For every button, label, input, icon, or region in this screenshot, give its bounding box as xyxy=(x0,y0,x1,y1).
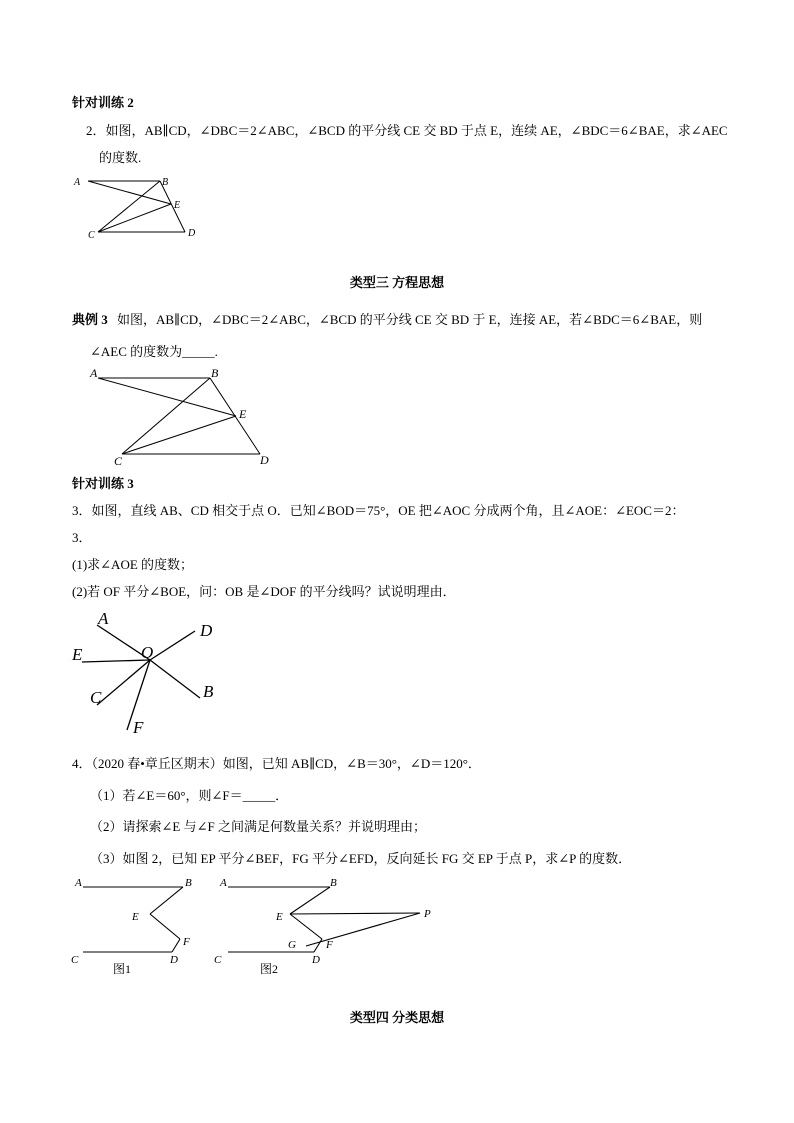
problem-4-figure-1 xyxy=(65,870,205,980)
example-3-figure xyxy=(82,366,282,470)
point-b-label: B xyxy=(203,682,214,701)
point-g-label: G xyxy=(288,939,296,951)
segment-be xyxy=(290,887,330,914)
figure-2-caption: 图2 xyxy=(260,962,279,976)
point-b-label: B xyxy=(162,177,169,188)
point-p-label: P xyxy=(424,908,431,920)
point-f-label: F xyxy=(326,939,333,951)
ray-ep xyxy=(290,913,420,914)
point-e-label: E xyxy=(276,911,283,923)
problem-3-question-1: (1)求∠AOE 的度数； xyxy=(72,557,194,572)
segment-bc xyxy=(122,378,210,454)
segment-ef xyxy=(290,914,322,939)
problem-4-question-1: （1）若∠E＝60°，则∠F＝_____． xyxy=(90,788,289,803)
point-a-label: A xyxy=(220,877,227,889)
problem-3-line-2: 3． xyxy=(72,530,92,545)
point-e-label: E xyxy=(239,407,247,421)
point-b-label: B xyxy=(185,877,192,889)
segment-fd xyxy=(172,939,180,952)
point-e-label: E xyxy=(72,645,83,664)
problem-4-question-3: （3）如图 2，已知 EP 平分∠BEF，FG 平分∠EFD，反向延长 FG 交 EP 于点 P，求∠P 的度数． xyxy=(90,851,632,866)
segment-pg xyxy=(306,913,420,946)
point-e-label: E xyxy=(174,200,181,211)
ray-od xyxy=(150,631,195,660)
segment-ce xyxy=(122,416,236,454)
point-c-label: C xyxy=(90,688,102,707)
example-3-line-2: ∠AEC 的度数为_____. xyxy=(90,344,218,359)
point-c-label: C xyxy=(214,954,222,966)
point-d-label: D xyxy=(312,954,320,966)
segment-ae xyxy=(98,378,236,416)
problem-4-figure-2 xyxy=(210,870,440,980)
practice-3-heading: 针对训练 3 xyxy=(72,476,134,491)
segment-be xyxy=(150,887,183,914)
figure-1-caption: 图1 xyxy=(113,962,132,976)
segment-fd xyxy=(314,939,322,952)
point-a-label: A xyxy=(74,177,81,188)
section-3-title: 类型三 方程思想 xyxy=(349,275,445,290)
ray-oe xyxy=(82,660,150,662)
example-3-line-1: 如图，AB∥CD，∠DBC＝2∠ABC，∠BCD 的平分线 CE 交 BD 于 E，连接 AE，若∠BDC＝6∠BAE，则 xyxy=(117,312,703,327)
point-a-label: A xyxy=(90,366,98,380)
problem-2-line-1: 2．如图，AB∥CD，∠DBC＝2∠ABC，∠BCD 的平分线 CE 交 BD 于点 E，连续 AE，∠BDC＝6∠BAE，求∠AEC xyxy=(86,123,728,138)
point-e-label: E xyxy=(132,911,139,923)
point-c-label: C xyxy=(71,954,79,966)
ray-ob xyxy=(150,660,200,698)
problem-2-line-2: 的度数. xyxy=(99,150,142,165)
problem-4-intro: 4．（2020 春•章丘区期末）如图，已知 AB∥CD，∠B＝30°，∠D＝120°． xyxy=(72,756,481,771)
point-f-label: F xyxy=(183,936,190,948)
problem-2-figure xyxy=(70,172,210,244)
segment-ef xyxy=(150,914,180,939)
problem-3-figure xyxy=(70,605,230,735)
problem-4-question-2: （2）请探索∠E 与∠F 之间满足何数量关系？并说明理由； xyxy=(90,819,426,834)
point-c-label: C xyxy=(114,454,123,468)
point-o-label: O xyxy=(141,643,154,662)
point-d-label: D xyxy=(200,621,213,640)
problem-3-line-1: 3．如图，直线 AB、CD 相交于点 O．已知∠BOD＝75°，OE 把∠AOC 分成两个角，且∠AOE：∠EOC＝2： xyxy=(72,503,685,518)
point-c-label: C xyxy=(88,230,95,241)
problem-3-question-2: (2)若 OF 平分∠BOE，问：OB 是∠DOF 的平分线吗？试说明理由． xyxy=(72,584,456,599)
section-4-title: 类型四 分类思想 xyxy=(349,1010,445,1025)
point-a-label: A xyxy=(98,609,109,628)
segment-ce xyxy=(98,204,171,232)
point-d-label: D xyxy=(188,228,196,239)
example-3-label: 典例 3 xyxy=(72,312,108,327)
point-d-label: D xyxy=(260,453,269,467)
segment-ae xyxy=(88,181,171,204)
point-d-label: D xyxy=(170,954,178,966)
point-b-label: B xyxy=(330,877,337,889)
point-f-label: F xyxy=(133,718,144,737)
point-a-label: A xyxy=(75,877,82,889)
point-b-label: B xyxy=(211,366,219,380)
segment-bc xyxy=(98,181,160,232)
practice-2-heading: 针对训练 2 xyxy=(72,95,134,110)
